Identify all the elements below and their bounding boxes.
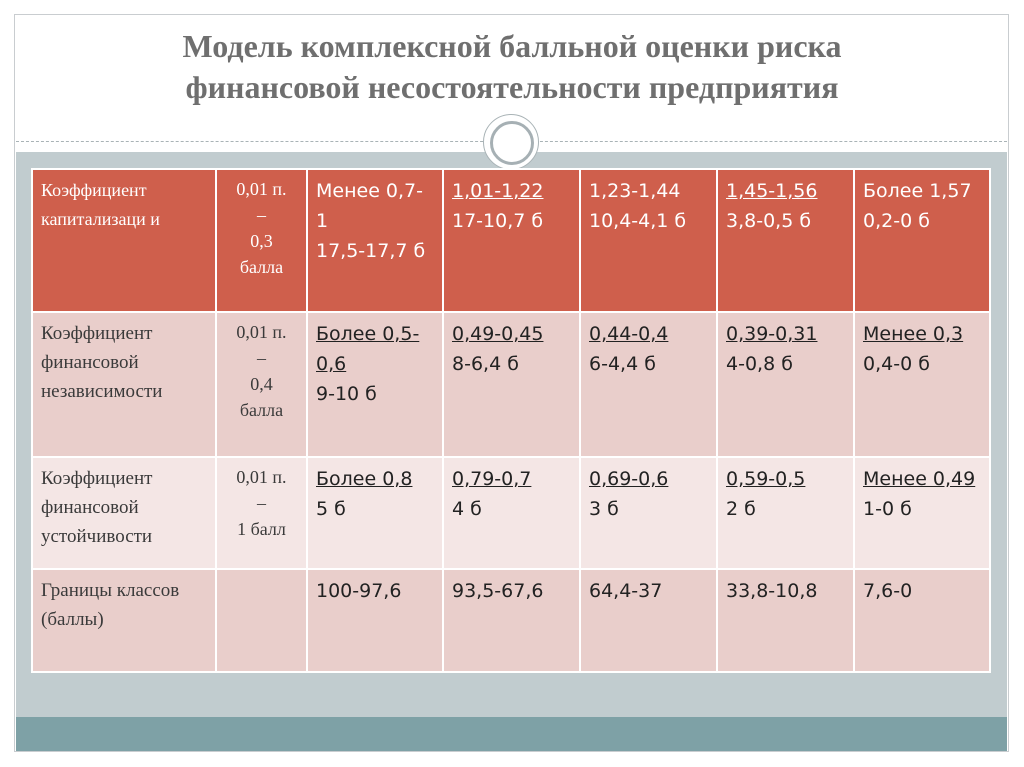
points-cell [216,569,307,672]
title-line-2: финансовой несостоятельности предприятия [185,69,839,105]
range-value: 0,69-0,6 [589,468,669,490]
points-value [225,464,298,542]
score-value: 4 б [452,498,482,520]
score-value: 5 б [316,498,346,520]
table-row [32,312,990,457]
score-value: 1-0 б [863,498,912,520]
points-line: 0,01 п. [236,467,287,487]
value-cell [580,457,717,569]
value-cell [580,169,717,312]
value-cell [717,569,854,672]
value-cell [854,457,990,569]
range-value: 1,45-1,56 [726,180,818,202]
ring-ornament-icon [483,114,539,170]
range-value: Менее 0,49 [863,468,976,490]
value-cell [854,169,990,312]
range-value: 0,59-0,5 [726,468,806,490]
points-line: 0,01 п. [236,179,287,199]
score-value: 3 б [589,498,619,520]
points-line: – [257,205,266,225]
points-line: – [257,493,266,513]
score-value: 9-10 б [316,383,377,405]
table-row [32,457,990,569]
range-value: Более 0,8 [316,468,413,490]
points-value [225,176,298,280]
range-value: Менее 0,7-1 [316,180,423,232]
row-name-cell [32,169,216,312]
range-value: 1,01-1,22 [452,180,544,202]
points-line: балла [239,257,284,277]
value-cell [307,312,443,457]
value-cell [307,457,443,569]
score-value: 4-0,8 б [726,353,793,375]
value-cell [717,457,854,569]
range-value: 0,49-0,45 [452,323,544,345]
points-cell [216,169,307,312]
range-value: 0,79-0,7 [452,468,532,490]
range-value: 1,23-1,44 [589,180,681,202]
points-line: – [257,348,266,368]
value-cell [443,457,580,569]
range-value: Более 1,57 [863,180,972,202]
points-line: 0,01 п. [236,322,287,342]
title-line-1: Модель комплексной балльной оценки риска [182,28,842,64]
table-row [32,169,990,312]
points-value [225,319,298,423]
points-line: 0,3 [250,231,273,251]
value-cell [307,169,443,312]
value-cell [307,569,443,672]
value-cell [443,312,580,457]
range-value: Менее 0,3 [863,323,964,345]
row-name: Коэффициент финансовой независимости [41,323,163,402]
score-value: 8-6,4 б [452,353,519,375]
range-value: 0,39-0,31 [726,323,818,345]
score-value: 17,5-17,7 б [316,240,426,262]
table-row [32,569,990,672]
points-cell [216,312,307,457]
points-cell [216,457,307,569]
class-bound-value: 93,5-67,6 [452,580,544,602]
row-name-cell [32,569,216,672]
value-cell [443,169,580,312]
row-name: Границы классов (баллы) [41,580,180,630]
score-value: 10,4-4,1 б [589,210,687,232]
row-name-cell [32,312,216,457]
page-title [30,26,994,108]
value-cell [717,312,854,457]
score-value: 3,8-0,5 б [726,210,812,232]
points-line: балла [239,400,284,420]
value-cell [443,569,580,672]
value-cell [580,312,717,457]
row-name: Коэффициент финансовой устойчивости [41,468,153,547]
value-cell [854,312,990,457]
score-value: 0,4-0 б [863,353,930,375]
scoring-table [31,168,991,673]
points-line: 0,4 [250,374,273,394]
class-bound-value: 64,4-37 [589,580,663,602]
footer-band [16,717,1007,751]
value-cell [717,169,854,312]
range-value: 0,44-0,4 [589,323,669,345]
row-name: Коэффициент капитализаци и [41,180,160,229]
score-value: 2 б [726,498,756,520]
value-cell [580,569,717,672]
ring-inner [490,121,534,165]
class-bound-value: 33,8-10,8 [726,580,818,602]
score-value: 0,2-0 б [863,210,930,232]
range-value: Более 0,5-0,6 [316,323,420,375]
class-bound-value: 7,6-0 [863,580,913,602]
row-name-cell [32,457,216,569]
score-value: 6-4,4 б [589,353,656,375]
points-line: 1 балл [237,519,286,539]
class-bound-value: 100-97,6 [316,580,402,602]
value-cell [854,569,990,672]
score-value: 17-10,7 б [452,210,544,232]
